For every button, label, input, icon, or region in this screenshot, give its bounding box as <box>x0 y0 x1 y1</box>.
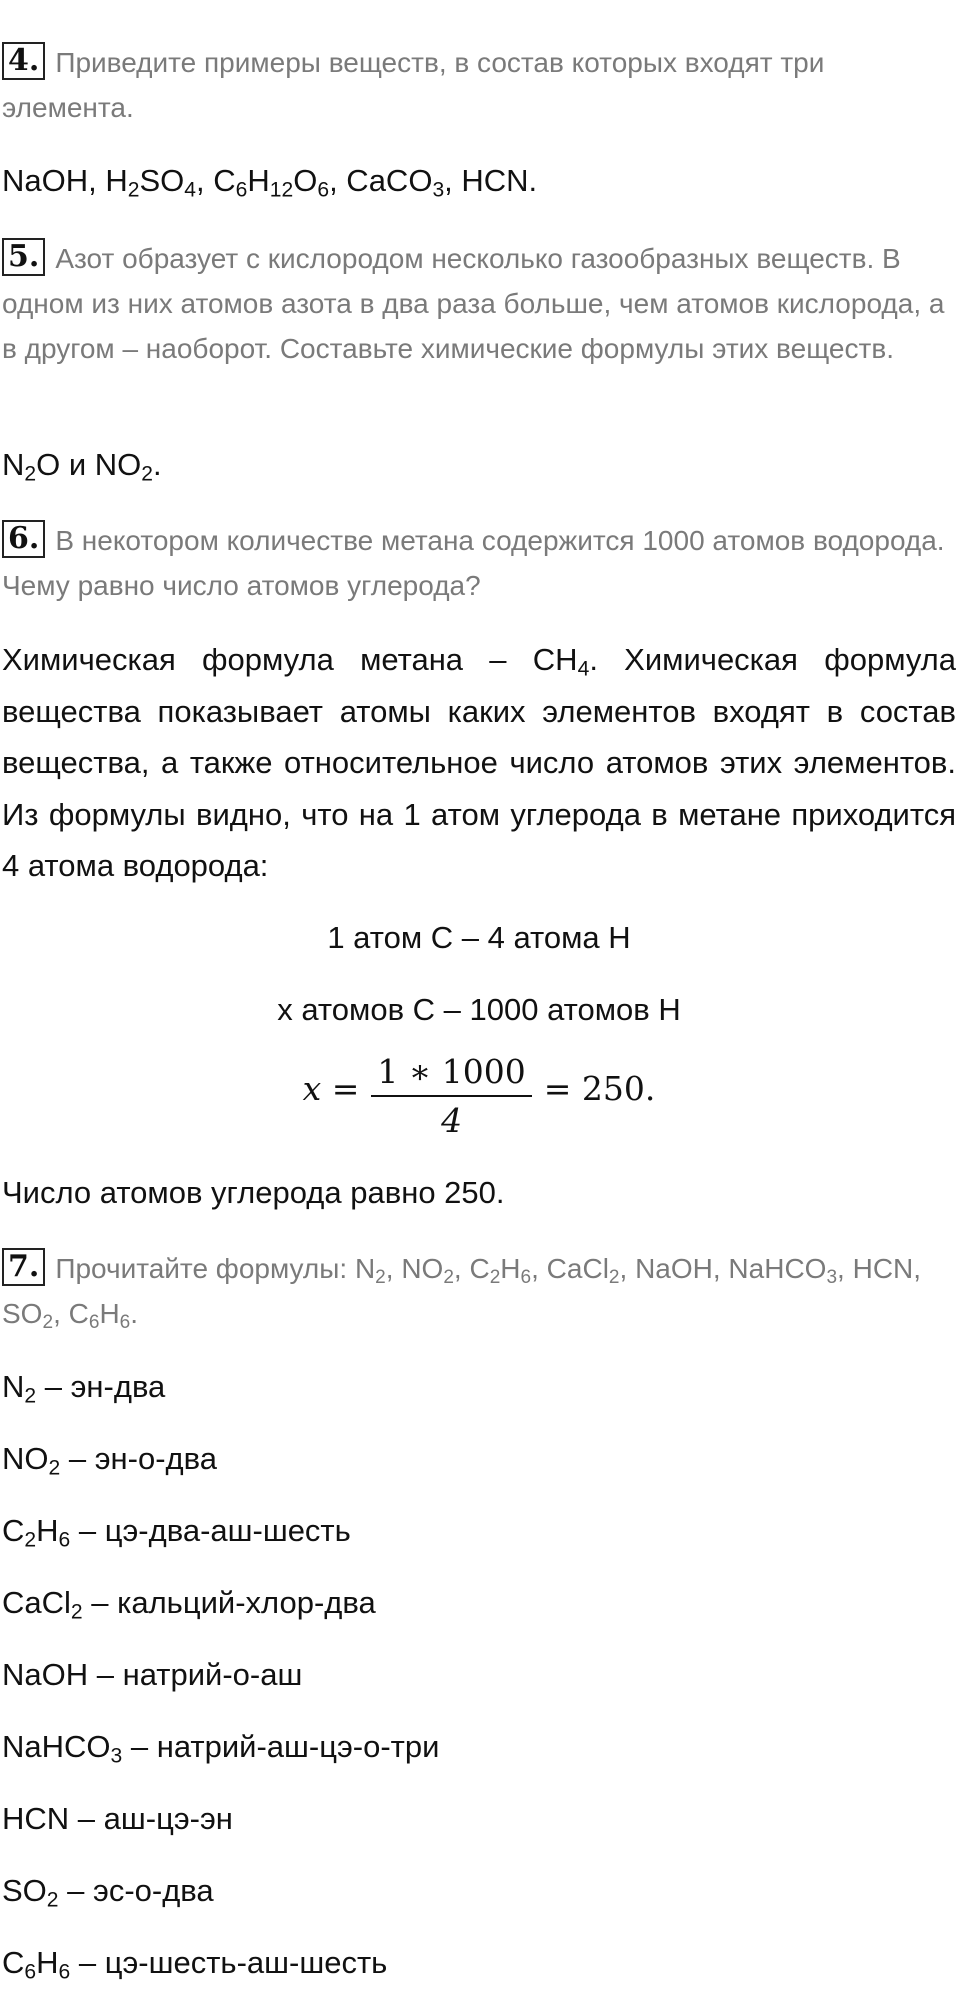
task4-number: 4. <box>2 42 45 80</box>
task7-question <box>2 1246 956 1336</box>
formula-reading-item: NaHCO$_3$ – натрий-аш-цэ-о-три <box>2 1729 440 1768</box>
equation <box>2 1052 956 1140</box>
formula-reading-item: $N_2 - эн-два$ <box>2 1369 166 1408</box>
task5-question <box>2 236 956 371</box>
task7-question-text: Прочитайте формулы: $N_2$, $NO_2$, $C_2H_6$, CaCl$_2$, NaOH, NaHCO$_3$, HCN, $SO_2$, $C_6H_6$. <box>2 1253 922 1333</box>
formula-reading-item: $NO_2 - эн-о-два$ <box>2 1441 217 1480</box>
formula-reading-item: NaOH – натрий-о-аш <box>2 1657 303 1692</box>
equation-rhs: = 250. <box>543 1069 656 1109</box>
task7-number: 7. <box>2 1248 45 1286</box>
fraction-numerator: 1 ∗ 1000 <box>371 1052 531 1097</box>
task6-question-text: В некотором количестве метана содержится 1000 атомов водорода. Чему равно число атомов углерода? <box>2 525 945 601</box>
formula-reading-item: HCN – аш-цэ-эн <box>2 1801 233 1836</box>
task6-number: 6. <box>2 520 45 558</box>
task5-number: 5. <box>2 238 45 276</box>
task4-question-text: Приведите примеры веществ, в состав которых входят три элемента. <box>2 47 825 123</box>
fraction-denominator: 4 <box>441 1101 463 1140</box>
formula-reading-item: $SO_2 - эс-о-два$ <box>2 1873 214 1912</box>
proportion-line-2: x атомов C – 1000 атомов H <box>277 992 681 1027</box>
formula-reading-item: $C_6H_6$ – цэ-шесть-аш-шесть <box>2 1945 388 1984</box>
formula-reading-item: $C_2H_6$ – цэ-два-аш-шесть <box>2 1513 351 1552</box>
task4-answer: NaOH, $H_2SO_4$, $C_6H_{12}O_6$, CaCO$_3$, HCN. <box>2 163 538 202</box>
task5-question-text: Азот образует с кислородом несколько газообразных веществ. В одном из них атомов азота в два раза больше, чем атомов кислорода, а в другом – наоборот. Составьте химические формулы этих веществ. <box>2 243 945 364</box>
equation-lhs: x = <box>302 1069 360 1109</box>
task5-answer: $N_2O$ и $NO_2$. <box>2 447 162 486</box>
task4-question <box>2 40 956 130</box>
task6-question <box>2 518 956 608</box>
equation-fraction <box>371 1052 531 1140</box>
proportion-line-1: 1 атом C – 4 атома H <box>327 920 631 955</box>
task6-conclusion: Число атомов углерода равно 250. <box>2 1175 505 1210</box>
formula-reading-item: CaCl$_2$ – кальций-хлор-два <box>2 1585 376 1624</box>
task6-explanation: Химическая формула метана – $CH_4$. Химическая формула вещества показывает атомы каких элементов входят в состав вещества, а также относительное число атомов этих элементов. Из формулы видно, что на 1 атом углерода в метане приходится 4 атома водорода: <box>2 642 957 883</box>
